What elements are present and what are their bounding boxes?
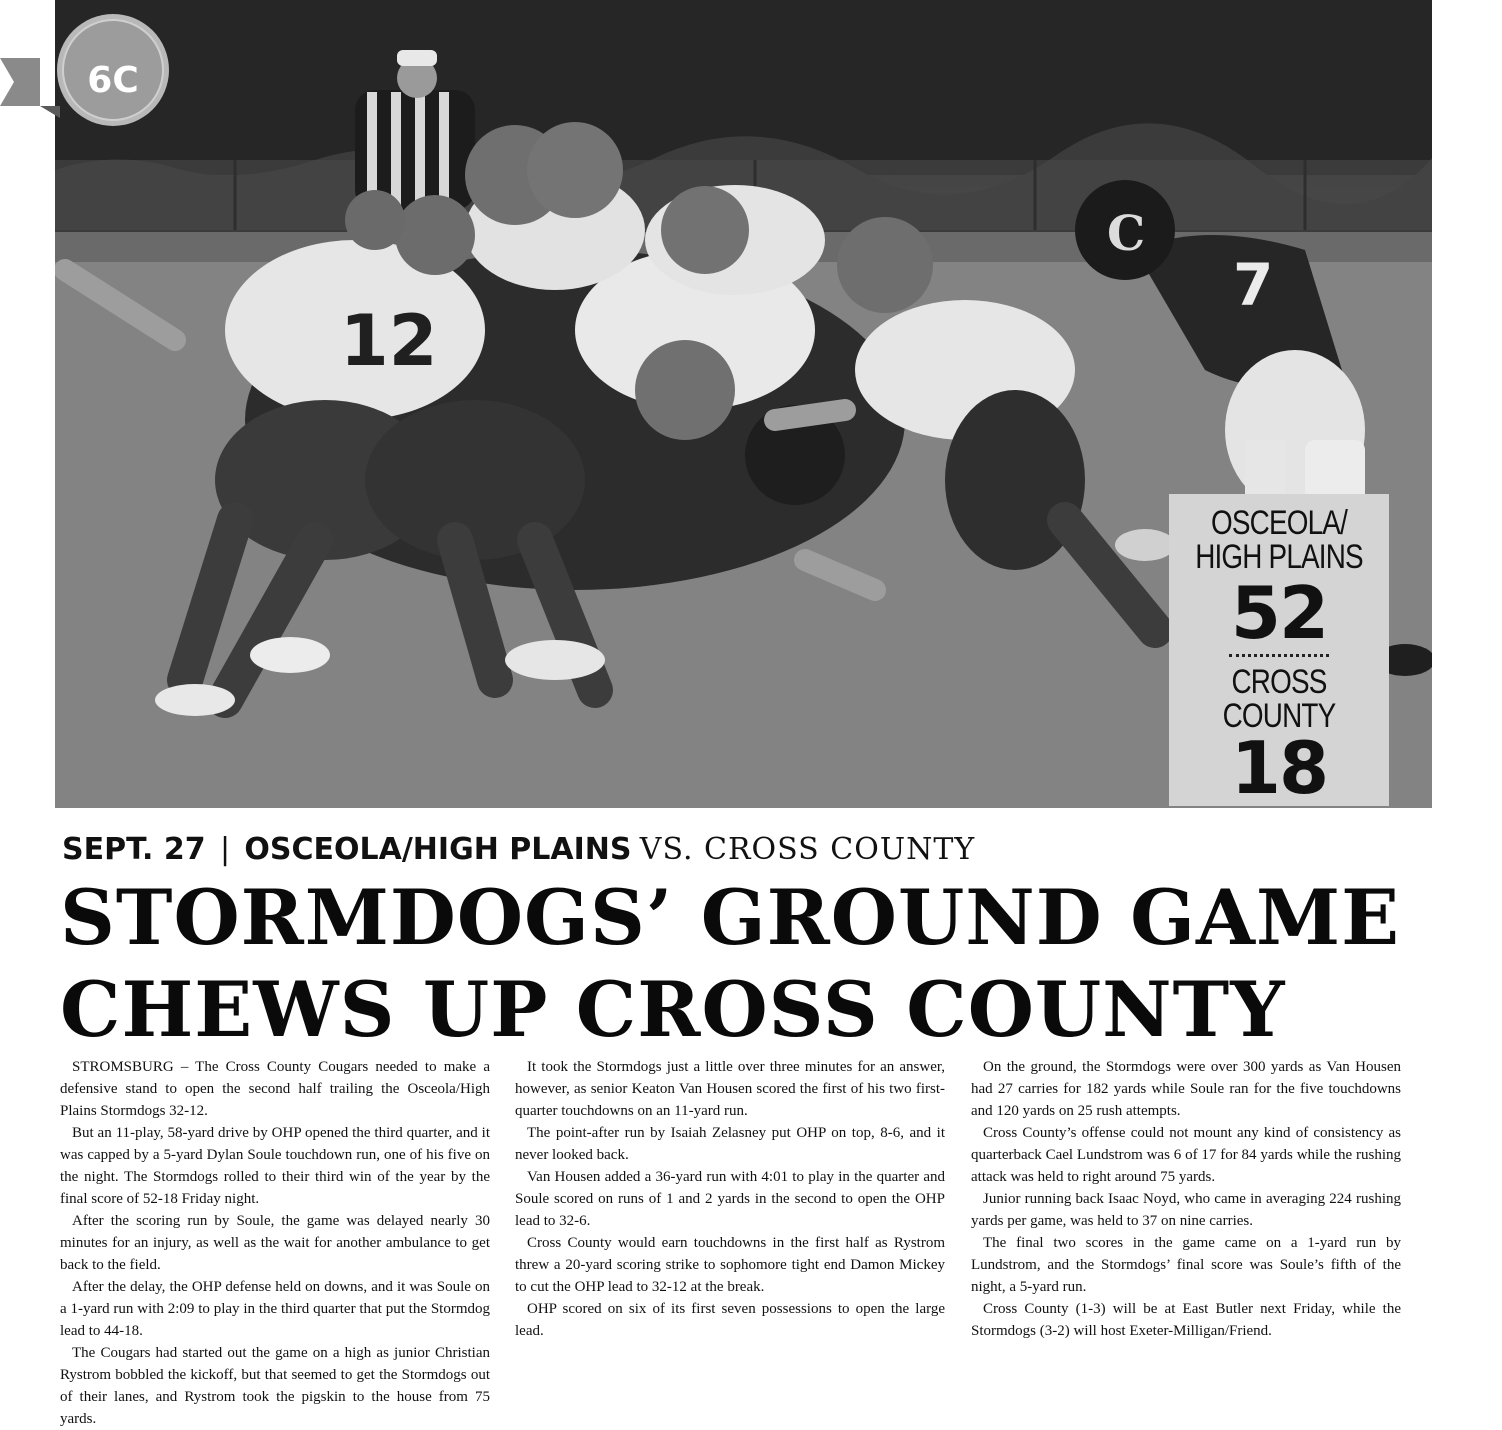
article-paragraph: It took the Stormdogs just a little over three minutes for an answer, however, as senior Keaton Van Housen scored the first of his two first-quarter touchdowns on an 11-yard run. [515, 1059, 945, 1119]
team1-name-line2: HIGH PLAINS [1195, 538, 1363, 576]
article-paragraph: The point-after run by Isaiah Zelasney put OHP on top, 8-6, and it never looked back. [515, 1125, 945, 1163]
article-paragraph: Cross County’s offense could not mount any kind of consistency as quarterback Cael Lundstrom was 6 of 17 for 84 yards while the rushing attack was held to right around 75 yards. [971, 1125, 1401, 1185]
kicker-line [62, 832, 975, 867]
jersey-number-12: 12 [340, 300, 438, 382]
headline [60, 872, 1460, 1056]
game-date: SEPT. 27 [62, 832, 206, 867]
helmet-letter: C [1107, 206, 1146, 262]
article-paragraph: Junior running back Isaac Noyd, who came in averaging 224 rushing yards per game, was held to 37 on nine carries. [971, 1191, 1401, 1229]
article-paragraph: After the delay, the OHP defense held on downs, and it was Soule on a 1-yard run with 2:09 to play in the third quarter that put the Stormdog lead to 44-18. [60, 1279, 490, 1339]
team1-score: 52 [1230, 571, 1328, 655]
article-paragraph: Van Housen added a 36-yard run with 4:01 to play in the quarter and Soule scored on runs of 1 and 2 yards in the second to open the OHP lead to 32-6. [515, 1169, 945, 1229]
team2-name: CROSS COUNTY [1222, 663, 1336, 735]
headline-line1: STORMDOGS’ GROUND GAME [60, 873, 1401, 962]
opponent: VS. CROSS COUNTY [639, 832, 976, 867]
article-paragraph: But an 11-play, 58-yard drive by OHP opened the third quarter, and it was capped by a 5-yard Dylan Soule touchdown run, one of his five on the night. The Stormdogs rolled to their third win of the year by the final score of 52-18 Friday night. [60, 1125, 490, 1207]
article-paragraph: OHP scored on six of its first seven possessions to open the large lead. [515, 1301, 945, 1339]
article-column-1 [60, 1056, 490, 1430]
home-team: OSCEOLA/HIGH PLAINS [244, 832, 632, 867]
article-column-2 [515, 1056, 945, 1342]
article-paragraph: After the scoring run by Soule, the game was delayed nearly 30 minutes for an injury, as well as the wait for another ambulance to get back to the field. [60, 1213, 490, 1273]
team1-name-line1: OSCEOLA/ [1211, 504, 1347, 542]
article-column-3 [971, 1056, 1401, 1342]
scoreboard [1169, 494, 1389, 810]
article-paragraph: Cross County (1-3) will be at East Butler next Friday, while the Stormdogs (3-2) will host Exeter-Milligan/Friend. [971, 1301, 1401, 1339]
article-paragraph: The final two scores in the game came on a 1-yard run by Lundstrom, and the Stormdogs’ final score was Soule’s fifth of the night, a 5-yard run. [971, 1235, 1401, 1295]
page-number: 6C [87, 60, 139, 101]
team2-score: 18 [1230, 726, 1328, 810]
page-number-badge [0, 14, 180, 134]
article-paragraph: The Cougars had started out the game on a high as junior Christian Rystrom bobbled the kickoff, but that seemed to get the Stormdogs out of their lanes, and Rystrom took the pigskin to the house from 75 yards. [60, 1345, 490, 1427]
article-paragraph: Cross County would earn touchdowns in the first half as Rystrom threw a 20-yard scoring strike to sophomore tight end Damon Mickey to cut the OHP lead to 32-12 at the break. [515, 1235, 945, 1295]
jersey-number-7: 7 [1233, 251, 1274, 319]
article-paragraph: On the ground, the Stormdogs were over 300 yards as Van Housen had 27 carries for 182 yards while Soule ran for the five touchdowns and 120 yards on 25 rush attempts. [971, 1059, 1401, 1119]
kicker-separator: | [219, 832, 231, 867]
article-paragraph: STROMSBURG – The Cross County Cougars needed to make a defensive stand to open the second half trailing the Osceola/High Plains Stormdogs 32-12. [60, 1059, 490, 1119]
headline-line2: CHEWS UP CROSS COUNTY [60, 965, 1286, 1054]
